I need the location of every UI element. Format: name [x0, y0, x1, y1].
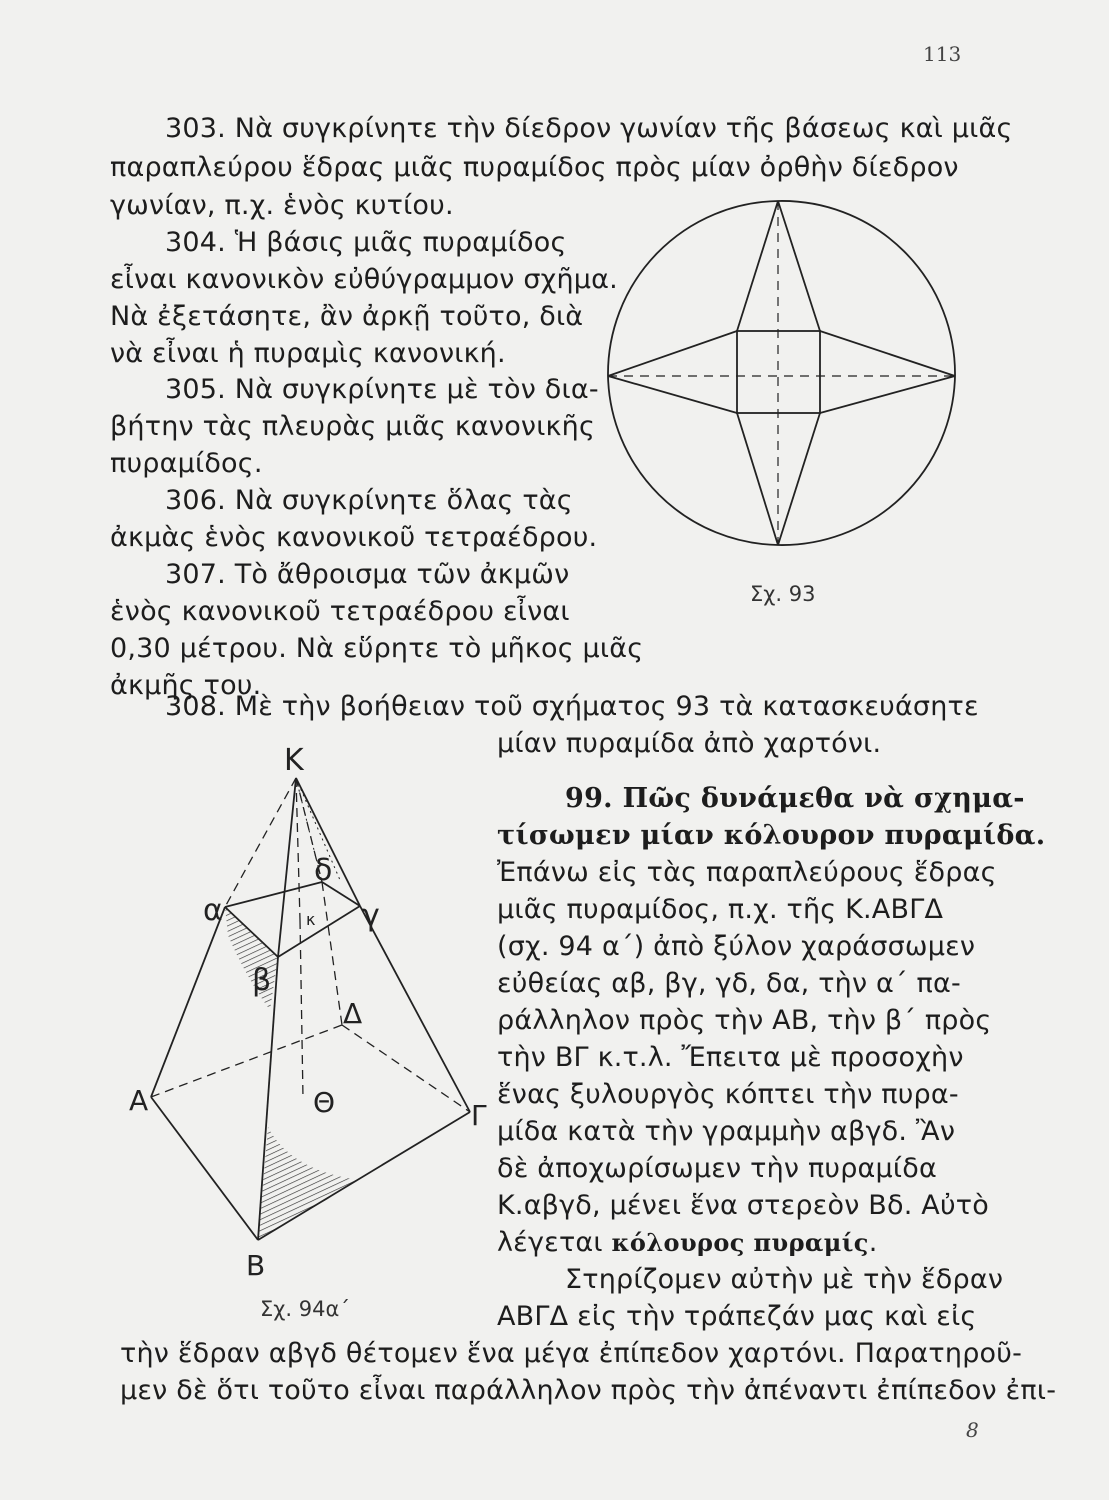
section99-heading-line1: 99. Πῶς δυνάμεθα νὰ σχημα- [565, 783, 1025, 814]
ex304-line2: εἶναι κανονικὸν εὐθύγραμμον σχῆμα. [110, 264, 618, 295]
ex304-line4: νὰ εἶναι ἡ πυραμὶς κανονική. [110, 338, 506, 369]
ex304-line3: Νὰ ἐξετάσητε, ἂν ἀρκῇ τοῦτο, διὰ [110, 301, 584, 332]
fig94-edge-bg [278, 906, 360, 957]
fig94-label-A: A [129, 1084, 149, 1117]
section99-line13: ΑΒΓΔ εἰς τὴν τράπεζάν μας καὶ εἰς [497, 1301, 977, 1332]
term-truncated-pyramid: κόλουρος πυραμίς [611, 1228, 869, 1257]
section99-line8: μίδα κατὰ τὴν γραμμὴν αβγδ. Ἂν [497, 1116, 956, 1147]
fig94-edge-da [225, 882, 322, 907]
fig93-tri-right-top [820, 331, 955, 376]
ex303-line1: 303. Νὰ συγκρίνητε τὴν δίεδρον γωνίαν τῆς βάσεως καὶ μιᾶς [165, 113, 1013, 144]
section99-line12: Στηρίζομεν αὐτὴν μὲ τὴν ἕδραν [565, 1264, 1004, 1295]
ex307-line2: ἑνὸς κανονικοῦ τετραέδρου εἶναι [110, 596, 570, 627]
fig94-dash-DG [342, 1025, 470, 1112]
section99-line1: Ἐπάνω εἰς τὰς παραπλεύρους ἕδρας [497, 857, 997, 888]
page-number: 113 [923, 42, 962, 66]
fig94-label-D: Δ [343, 997, 363, 1030]
ex307-line3: 0,30 μέτρου. Νὰ εὕρητε τὸ μῆκος μιᾶς [110, 633, 644, 664]
section99-line6: τὴν ΒΓ κ.τ.λ. Ἔπειτα μὲ προσοχὴν [497, 1042, 964, 1073]
section99-line14: τὴν ἕδραν αβγδ θέτομεν ἕνα μέγα ἐπίπεδον χαρτόνι. Παρατηροῦ- [120, 1338, 1023, 1369]
ex303-line3: γωνίαν, π.χ. ἑνὸς κυτίου. [110, 190, 454, 221]
section99-line4: εὐθείας αβ, βγ, γδ, δα, τὴν α΄ πα- [497, 968, 961, 999]
line11-text: λέγεται [497, 1227, 612, 1258]
ex308-line1: 308. Μὲ τὴν βοήθειαν τοῦ σχήματος 93 τὰ κατασκευάσητε [165, 691, 979, 722]
fig94-label-kappa: κ [306, 910, 316, 929]
ex306-line1: 306. Νὰ συγκρίνητε ὅλας τὰς [165, 485, 573, 516]
ex308-line2: μίαν πυραμίδα ἀπὸ χαρτόνι. [497, 728, 882, 759]
fig93-tri-left-bottom [608, 376, 737, 413]
section99-line5: ράλληλον πρὸς τὴν ΑΒ, τὴν β΄ πρὸς [497, 1005, 992, 1036]
fig93-arc-bottom [608, 376, 955, 545]
fig94-label-B: B [246, 1249, 266, 1282]
figure94-pyramid [151, 778, 470, 1240]
fig94-label-Th: Θ [313, 1086, 336, 1119]
section99-line9: δὲ ἀποχωρίσωμεν τὴν πυραμίδα [497, 1153, 937, 1184]
fig93-arc-top [608, 201, 955, 376]
fig94-label-K: K [284, 743, 304, 778]
fig94-edge-gG [360, 906, 470, 1112]
fig94-edge-AB [151, 1097, 258, 1240]
section99-line3: (σχ. 94 α΄) ἀπὸ ξύλον χαράσσωμεν [497, 931, 976, 962]
fig93-tri-bottom-right [778, 413, 820, 545]
section99-line10: Κ.αβγδ, μένει ἕνα στερεὸν Βδ. Αὐτὸ [497, 1190, 989, 1221]
fig94-label-delta: δ [314, 853, 333, 888]
section99-line2: μιᾶς πυραμίδος, π.χ. τῆς Κ.ΑΒΓΔ [497, 894, 944, 925]
fig94-label-G: Γ [471, 1099, 487, 1132]
fig94-edge-aA [151, 907, 225, 1097]
fig93-tri-left-top [608, 331, 737, 376]
figure93-net [608, 201, 955, 545]
section99-heading-line2: τίσωμεν μίαν κόλουρον πυραμίδα. [497, 820, 1046, 851]
section99-line15: μεν δὲ ὅτι τοῦτο εἶναι παράλληλον πρὸς τὴν ἀπέναντι ἐπίπεδον ἐπι- [120, 1375, 1057, 1406]
fig94-label-gamma: γ [362, 898, 380, 933]
ex303-line2: παραπλεύρου ἕδρας μιᾶς πυραμίδος πρὸς μίαν ὀρθὴν δίεδρον [110, 152, 959, 183]
fig94-dash-dD [322, 882, 342, 1025]
figure94-caption: Σχ. 94α΄ [260, 1297, 350, 1321]
ex305-line2: βήτην τὰς πλευρὰς μιᾶς κανονικῆς [110, 411, 596, 442]
ex305-line1: 305. Νὰ συγκρίνητε μὲ τὸν δια- [165, 374, 599, 405]
ex304-line1: 304. Ἡ βάσις μιᾶς πυραμίδος [165, 227, 567, 258]
line11-period: . [868, 1227, 878, 1258]
ex306-line2: ἀκμὰς ἑνὸς κανονικοῦ τετραέδρου. [110, 522, 598, 553]
fig94-label-beta: β [252, 963, 272, 998]
fig93-tri-top-left [737, 201, 778, 331]
section99-line7: ἕνας ξυλουργὸς κόπτει τὴν πυρα- [497, 1079, 959, 1110]
ex307-line1: 307. Τὸ ἄθροισμα τῶν ἀκμῶν [165, 559, 570, 590]
fig94-dash-Kk [296, 778, 300, 920]
footer-mark: 8 [966, 1418, 979, 1442]
fig94-hatch-bottom [258, 1127, 360, 1240]
fig93-tri-right-bottom [820, 376, 955, 413]
fig94-dash-height [300, 920, 303, 1098]
fig94-label-alpha: α [203, 893, 223, 928]
figure93-caption: Σχ. 93 [750, 582, 816, 606]
fig93-tri-bottom-left [737, 413, 778, 545]
fig93-tri-top-right [778, 201, 820, 331]
ex307-line4: ἀκμῆς του. [110, 670, 262, 701]
ex305-line3: πυραμίδος. [110, 448, 263, 479]
